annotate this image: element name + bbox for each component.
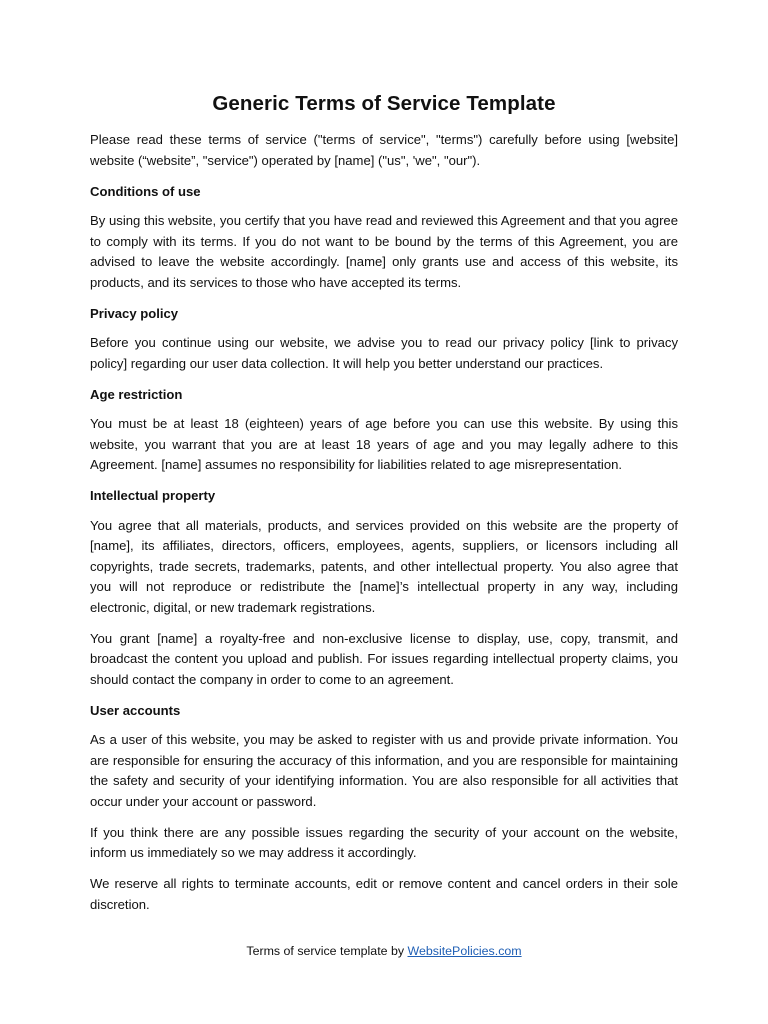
section-heading-user-accounts: User accounts bbox=[90, 702, 181, 718]
footer-text: Terms of service template by bbox=[246, 944, 408, 958]
intro-paragraph: Please read these terms of service ("terms of service", "terms") carefully before using [website] website (“website”, "service") operated by [name] ("us", 'we", "our"). bbox=[90, 132, 678, 168]
user-accounts-paragraph-3: We reserve all rights to terminate accounts, edit or remove content and cancel orders in their sole discretion. bbox=[90, 876, 678, 912]
section-heading-intellectual-property: Intellectual property bbox=[90, 488, 216, 503]
page-footer bbox=[0, 942, 768, 960]
footer-link-websitepolicies[interactable]: WebsitePolicies.com bbox=[407, 944, 522, 958]
section-heading-privacy-policy: Privacy policy bbox=[90, 305, 179, 321]
section-heading-conditions-of-use: Conditions of use bbox=[90, 183, 201, 199]
intellectual-property-paragraph-2: You grant [name] a royalty-free and non-exclusive license to display, use, copy, transmit, and broadcast the content you upload and publish. For issues regarding intellectual property claims, you should contact the company in order to come to an agreement. bbox=[90, 630, 678, 687]
intellectual-property-paragraph-1: You agree that all materials, products, and services provided on this website are the property of [name], its affiliates, directors, officers, employees, agents, suppliers, or licensors including all copyrights, trade secrets, trademarks, patents, and other intellectual property. You also agree that you will not reproduce or redistribute the [name]’s intellectual property in any way, including electronic, digital, or new trademark registrations. bbox=[90, 517, 678, 615]
section-heading-age-restriction: Age restriction bbox=[90, 386, 183, 402]
document-title: Generic Terms of Service Template bbox=[212, 92, 556, 115]
privacy-policy-paragraph: Before you continue using our website, we advise you to read our privacy policy [link to privacy policy] regarding our user data collection. It will help you better understand our practices. bbox=[90, 335, 678, 371]
user-accounts-paragraph-1: As a user of this website, you may be asked to register with us and provide private information. You are responsible for ensuring the accuracy of this information, and you are responsible for maintaining the safety and security of your identifying information. You are also responsible for all activities that occur under your account or password. bbox=[90, 732, 678, 809]
user-accounts-paragraph-2: If you think there are any possible issues regarding the security of your account on the website, inform us immediately so we may address it accordingly. bbox=[90, 824, 678, 860]
conditions-of-use-paragraph: By using this website, you certify that you have read and reviewed this Agreement and that you agree to comply with its terms. If you do not want to be bound by the terms of this Agreement, you are advised to leave the website accordingly. [name] only grants use and access of this website, its products, and its services to those who have accepted its terms. bbox=[90, 213, 678, 290]
age-restriction-paragraph: You must be at least 18 (eighteen) years of age before you can use this website. By using this website, you warrant that you are at least 18 years of age and you may legally adhere to this Agreement. [name] assumes no responsibility for liabilities related to age misrepresentation. bbox=[90, 416, 678, 472]
